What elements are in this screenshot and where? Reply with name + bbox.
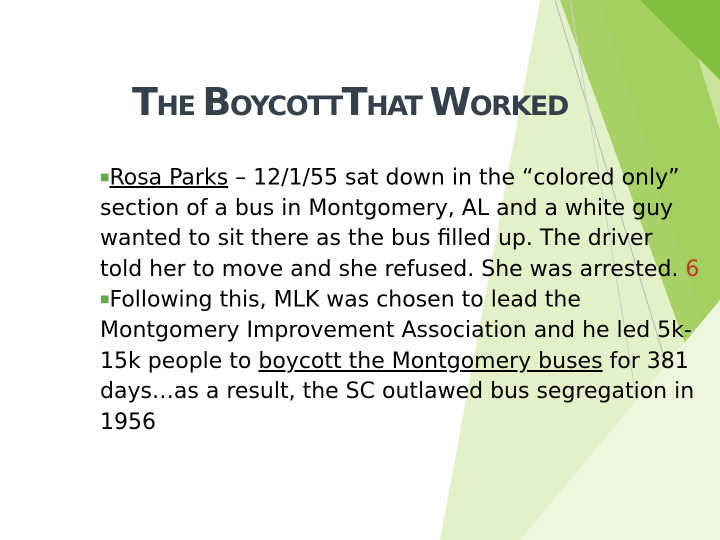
- title-rest-3: HAT: [366, 91, 422, 122]
- bullet-text-before: Following this, MLK was chosen to lead the Montgomery Improvement Association and he led 5k-15k people to: [100, 287, 692, 374]
- title-cap-1: T: [132, 80, 157, 124]
- bullet-text-after: for 381 days…as a result, the SC outlawed bus segregation in 1956: [100, 348, 695, 435]
- bullet-marker-icon: ■: [100, 172, 110, 183]
- bullet-item: [100, 163, 700, 285]
- bullet-marker-icon: ■: [100, 294, 110, 306]
- title-cap-3: T: [341, 80, 367, 124]
- slide-body: [100, 163, 700, 438]
- title-cap-4: W: [429, 80, 470, 124]
- reference-number: 6: [685, 256, 700, 282]
- title-rest-4: ORKED: [469, 91, 568, 122]
- bullet-text: – 12/1/55 sat down in the “colored only” section of a bus in Montgomery, AL and a white guy wanted to sit there as the bus filled up. The driver told her to move and she refused. She was arrested.: [100, 165, 686, 282]
- rosa-parks-link[interactable]: Rosa Parks: [109, 165, 229, 191]
- title-rest-1: HE: [156, 91, 195, 122]
- slide-title: [132, 80, 692, 124]
- title-cap-2: B: [202, 80, 230, 124]
- title-rest-2: OYCOTT: [229, 91, 342, 122]
- bullet-item: [100, 285, 700, 438]
- boycott-link[interactable]: boycott the Montgomery buses: [258, 348, 603, 374]
